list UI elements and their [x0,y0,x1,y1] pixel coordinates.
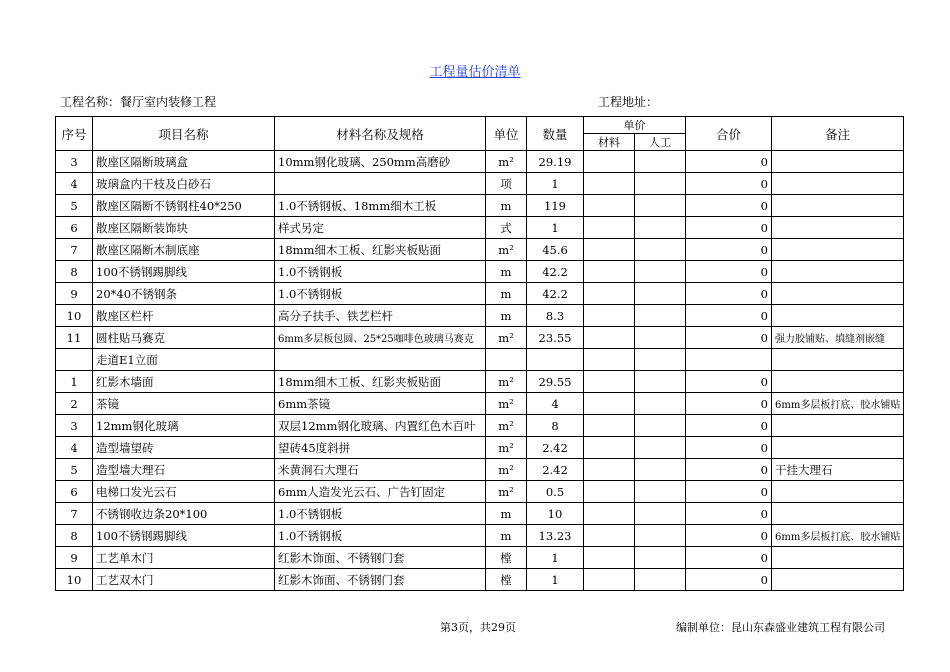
cell-remark [772,437,904,459]
cell-material: 18mm细木工板、红影夹板贴面 [275,371,486,393]
cell-total: 0 [686,217,772,239]
cell-price-labor [635,261,686,283]
cell-unit: m [486,525,527,547]
cell-item: 不锈钢收边条20*100 [93,503,275,525]
cell-total: 0 [686,393,772,415]
cell-material: 6mm人造发光云石、广告钉固定 [275,481,486,503]
cell-unit: 式 [486,217,527,239]
cell-unit: m [486,283,527,305]
cell-price-labor [635,525,686,547]
table-row [56,371,904,393]
cell-qty: 1 [527,547,584,569]
cell-material: 1.0不锈钢板 [275,503,486,525]
cell-qty: 29.19 [527,151,584,173]
cell-total: 0 [686,547,772,569]
cell-remark [772,305,904,327]
table-row [56,415,904,437]
cell-item: 圆柱贴马赛克 [93,327,275,349]
cell-remark [772,415,904,437]
cell-price-material [584,437,635,459]
cell-price-material [584,569,635,591]
cell-remark [772,283,904,305]
header-no: 序号 [56,117,93,151]
cell-qty: 42.2 [527,283,584,305]
table-row [56,525,904,547]
cell-item: 玻璃盒内干枝及白砂石 [93,173,275,195]
table-row [56,459,904,481]
cell-item: 散座区隔断装饰块 [93,217,275,239]
cell-no: 1 [56,371,93,393]
cell-price-labor [635,327,686,349]
cell-price-material [584,547,635,569]
table-row [56,503,904,525]
cell-qty: 1 [527,173,584,195]
cell-price-material [584,415,635,437]
cell-no: 4 [56,437,93,459]
cell-price-labor [635,569,686,591]
cell-qty: 8 [527,415,584,437]
cell-price-material [584,151,635,173]
cell-price-labor [635,415,686,437]
cell-material: 10mm钢化玻璃、250mm高磨砂 [275,151,486,173]
cell-price-labor [635,371,686,393]
header-unit: 单位 [486,117,527,151]
cell-material: 红影木饰面、不锈钢门套 [275,569,486,591]
cell-no: 11 [56,327,93,349]
cell-remark [772,481,904,503]
cell-material: 1.0不锈钢板 [275,283,486,305]
section-row [56,349,904,371]
cell-price-material [584,393,635,415]
cell-qty: 10 [527,503,584,525]
cell-price-material [584,283,635,305]
cell-item: 工艺双木门 [93,569,275,591]
cell-price-material [584,327,635,349]
cell-item: 散座区栏杆 [93,305,275,327]
cell-remark: 干挂大理石 [772,459,904,481]
cell-no: 6 [56,217,93,239]
cell-total: 0 [686,173,772,195]
header-remark: 备注 [772,117,904,151]
cell-unit: m² [486,481,527,503]
cell-material: 米黄洞石大理石 [275,459,486,481]
cell-price-labor [635,283,686,305]
cell-item: 100不锈钢踢脚线 [93,261,275,283]
project-name-label: 工程名称： [60,95,121,109]
cell-price-material [584,459,635,481]
cell-total: 0 [686,261,772,283]
cell-price-material [584,305,635,327]
cell-price-material [584,503,635,525]
cell-empty [486,349,527,371]
cell-material: 望砖45度斜拼 [275,437,486,459]
cell-price-labor [635,217,686,239]
cell-unit: m [486,261,527,283]
cell-price-material [584,217,635,239]
page-title: 工程量估价清单 [429,65,521,80]
cell-price-material [584,481,635,503]
project-address-label: 工程地址： [598,95,659,109]
header-unit-price-material: 材料 [584,134,635,151]
cell-remark [772,503,904,525]
cell-empty [686,349,772,371]
cell-no: 5 [56,195,93,217]
cell-material: 6mm茶镜 [275,393,486,415]
cell-price-labor [635,503,686,525]
cell-no: 7 [56,503,93,525]
cell-total: 0 [686,481,772,503]
cell-material [275,173,486,195]
cell-qty: 1 [527,217,584,239]
cell-empty [772,349,904,371]
cell-unit: m [486,195,527,217]
cell-remark [772,239,904,261]
cell-no: 3 [56,415,93,437]
cell-remark [772,217,904,239]
cell-material: 双层12mm钢化玻璃、内置红色木百叶 [275,415,486,437]
table-row [56,283,904,305]
cell-price-material [584,195,635,217]
cell-unit: m² [486,151,527,173]
cell-no: 2 [56,393,93,415]
cell-qty: 23.55 [527,327,584,349]
cell-qty: 42.2 [527,261,584,283]
cell-price-labor [635,393,686,415]
cell-total: 0 [686,327,772,349]
cell-remark [772,151,904,173]
cell-material: 1.0不锈钢板 [275,261,486,283]
cell-remark [772,569,904,591]
cell-remark [772,547,904,569]
cell-no: 9 [56,283,93,305]
cell-qty: 45.6 [527,239,584,261]
cell-no: 7 [56,239,93,261]
cell-qty: 8.3 [527,305,584,327]
cell-total: 0 [686,459,772,481]
cell-item: 电梯口发光云石 [93,481,275,503]
cell-unit: 樘 [486,547,527,569]
cell-no: 9 [56,547,93,569]
table-body [56,151,904,591]
table-row [56,393,904,415]
cell-material: 红影木饰面、不锈钢门套 [275,547,486,569]
cell-unit: m [486,305,527,327]
cell-empty [584,349,635,371]
cell-material: 6mm多层板包圆、25*25咖啡色玻璃马赛克 [275,327,486,349]
cell-qty: 119 [527,195,584,217]
cell-qty: 1 [527,569,584,591]
cell-item: 茶镜 [93,393,275,415]
cell-remark [772,261,904,283]
cell-price-material [584,371,635,393]
cell-item: 造型墙望砖 [93,437,275,459]
cell-unit: m [486,503,527,525]
table-row [56,195,904,217]
table-row [56,437,904,459]
cell-unit: m² [486,327,527,349]
cell-total: 0 [686,437,772,459]
cell-unit: m² [486,459,527,481]
cell-unit: m² [486,415,527,437]
cell-empty [635,349,686,371]
cell-material: 样式另定 [275,217,486,239]
cell-unit: 樘 [486,569,527,591]
footer-organization: 编制单位：昆山东森盛业建筑工程有限公司 [676,621,885,634]
cell-price-material [584,173,635,195]
cell-total: 0 [686,239,772,261]
header-total: 合价 [686,117,772,151]
cell-remark: 强力胶铺贴、填缝剂嵌缝 [772,327,904,349]
cell-price-labor [635,437,686,459]
cell-unit: 项 [486,173,527,195]
table-row [56,327,904,349]
cell-material: 18mm细木工板、红影夹板贴面 [275,239,486,261]
header-unit-price-labor: 人工 [635,134,686,151]
cell-no: 3 [56,151,93,173]
cell-total: 0 [686,525,772,547]
cell-price-labor [635,173,686,195]
cell-qty: 29.55 [527,371,584,393]
cell-remark [772,173,904,195]
cell-no: 4 [56,173,93,195]
cell-no: 5 [56,459,93,481]
project-name-value: 餐厅室内装修工程 [120,95,217,109]
cell-material: 1.0不锈钢板 [275,525,486,547]
cell-price-labor [635,195,686,217]
cell-empty [527,349,584,371]
cell-item: 红影木墙面 [93,371,275,393]
cell-unit: m² [486,239,527,261]
cell-item: 100不锈钢踢脚线 [93,525,275,547]
table-row [56,547,904,569]
table-row [56,151,904,173]
header-unit-price: 单价 [584,117,686,134]
cell-item: 散座区隔断不锈钢柱40*250 [93,195,275,217]
cell-remark: 6mm多层板打底、胶水铺贴 [772,393,904,415]
cell-no: 10 [56,305,93,327]
project-name [60,93,216,110]
cell-no: 10 [56,569,93,591]
cell-remark: 6mm多层板打底、胶水铺贴 [772,525,904,547]
cell-qty: 4 [527,393,584,415]
header-material: 材料名称及规格 [275,117,486,151]
cell-unit: m² [486,393,527,415]
cell-no [56,349,93,371]
table-row [56,239,904,261]
cell-price-labor [635,481,686,503]
table-row [56,305,904,327]
estimate-table [55,116,904,591]
cell-price-material [584,525,635,547]
header-qty: 数量 [527,117,584,151]
cell-no: 8 [56,261,93,283]
cell-material: 高分子扶手、铁艺栏杆 [275,305,486,327]
cell-price-labor [635,239,686,261]
cell-qty: 2.42 [527,459,584,481]
table-row [56,261,904,283]
cell-unit: m² [486,371,527,393]
cell-material: 1.0不锈钢板、18mm细木工板 [275,195,486,217]
cell-total: 0 [686,415,772,437]
cell-qty: 13.23 [527,525,584,547]
cell-price-labor [635,151,686,173]
cell-item: 造型墙大理石 [93,459,275,481]
cell-item: 20*40不锈钢条 [93,283,275,305]
cell-price-labor [635,305,686,327]
cell-item: 散座区隔断木制底座 [93,239,275,261]
cell-price-labor [635,547,686,569]
table-row [56,481,904,503]
cell-total: 0 [686,503,772,525]
cell-no: 6 [56,481,93,503]
cell-item: 工艺单木门 [93,547,275,569]
cell-qty: 2.42 [527,437,584,459]
cell-total: 0 [686,195,772,217]
cell-total: 0 [686,283,772,305]
cell-total: 0 [686,569,772,591]
cell-total: 0 [686,151,772,173]
footer-page-number: 第3页，共29页 [440,621,516,634]
cell-no: 8 [56,525,93,547]
section-title: 走道E1立面 [93,349,275,371]
cell-unit: m² [486,437,527,459]
table-row [56,173,904,195]
cell-remark [772,371,904,393]
cell-price-material [584,261,635,283]
cell-empty [275,349,486,371]
header-item: 项目名称 [93,117,275,151]
cell-item: 12mm钢化玻璃 [93,415,275,437]
cell-item: 散座区隔断玻璃盒 [93,151,275,173]
cell-price-labor [635,459,686,481]
table-row [56,217,904,239]
cell-total: 0 [686,305,772,327]
cell-price-material [584,239,635,261]
cell-qty: 0.5 [527,481,584,503]
cell-total: 0 [686,371,772,393]
table-row [56,569,904,591]
cell-remark [772,195,904,217]
